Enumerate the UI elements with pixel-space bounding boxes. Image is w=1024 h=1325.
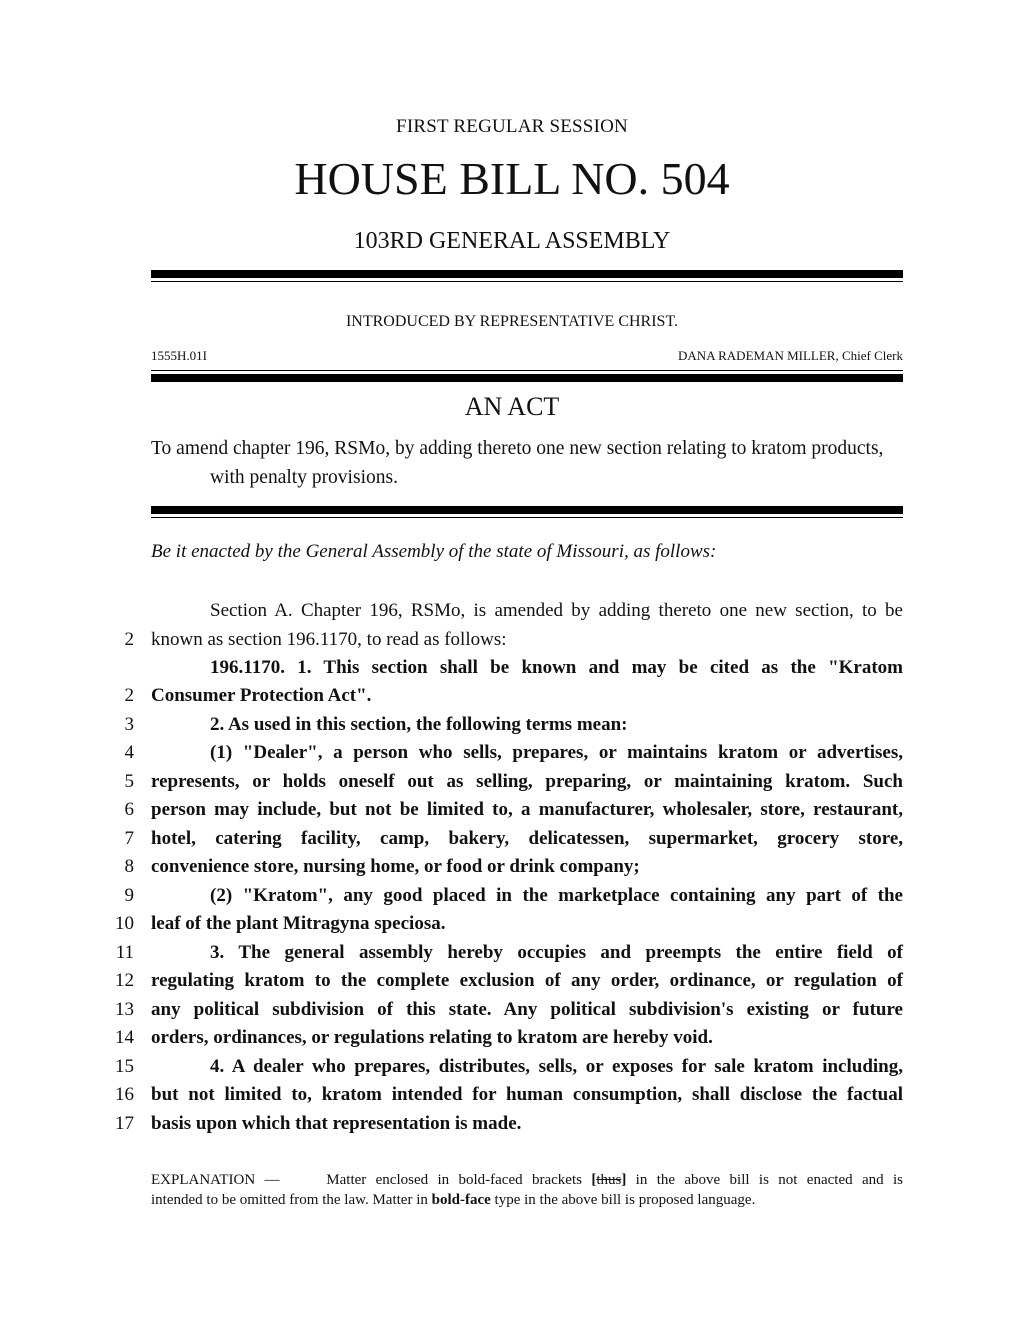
explanation-note: [151, 1170, 903, 1210]
bill-code: 1555H.01I: [151, 348, 207, 363]
header-rule-thick: [151, 270, 903, 278]
chief-clerk: DANA RADEMAN MILLER, Chief Clerk: [678, 348, 903, 363]
line-number: 13: [115, 999, 134, 1020]
explanation-text: in the above bill is not enacted and is: [626, 1172, 903, 1188]
strikethrough-example: thus: [596, 1172, 622, 1188]
clerk-rule-thin: [151, 370, 903, 371]
body-line: basis upon which that representation is made.: [151, 1113, 522, 1134]
body-line: 196.1170. 1. This section shall be known and may be cited as the "Kratom: [210, 657, 903, 678]
body-line: (1) "Dealer", a person who sells, prepares, or maintains kratom or advertises,: [210, 742, 903, 763]
body-line: represents, or holds oneself out as selling, preparing, or maintaining kratom. Such: [151, 771, 903, 792]
line-number: 3: [124, 714, 134, 735]
session-label: FIRST REGULAR SESSION: [396, 116, 628, 137]
body-line: hotel, catering facility, camp, bakery, delicatessen, supermarket, grocery store,: [151, 828, 903, 849]
body-line: Consumer Protection Act".: [151, 685, 372, 706]
body-line: 4. A dealer who prepares, distributes, sells, or exposes for sale kratom including,: [210, 1056, 903, 1077]
line-number: 11: [115, 942, 134, 963]
line-number: 12: [115, 970, 134, 991]
explanation-text: type in the above bill is proposed language.: [490, 1192, 756, 1208]
line-number: 8: [124, 856, 134, 877]
explanation-text: Matter enclosed in bold-faced brackets: [326, 1172, 592, 1188]
act-title: [151, 434, 903, 492]
explanation-text: intended to be omitted from the law. Matter in: [151, 1192, 432, 1208]
line-number: 5: [124, 771, 134, 792]
line-number: 6: [124, 799, 134, 820]
line-number: 2: [124, 629, 134, 650]
title-rule-thick: [151, 506, 903, 514]
explanation-line-1: [151, 1170, 903, 1190]
assembly-label: 103RD GENERAL ASSEMBLY: [353, 228, 671, 254]
line-number: 2: [124, 685, 134, 706]
body-line: but not limited to, kratom intended for human consumption, shall disclose the factual: [151, 1084, 903, 1105]
line-number: 7: [124, 828, 134, 849]
line-number: 15: [115, 1056, 134, 1077]
enacting-clause: Be it enacted by the General Assembly of the state of Missouri, as follows:: [151, 541, 717, 562]
line-number: 16: [115, 1084, 134, 1105]
body-line: regulating kratom to the complete exclusion of any order, ordinance, or regulation of: [151, 970, 903, 991]
line-number: 14: [115, 1027, 134, 1048]
body-line: 3. The general assembly hereby occupies and preempts the entire field of: [210, 942, 903, 963]
body-line: 2. As used in this section, the following terms mean:: [210, 714, 628, 735]
body-line: (2) "Kratom", any good placed in the marketplace containing any part of the: [210, 885, 903, 906]
clerk-rule-thick: [151, 374, 903, 382]
explanation-line-2: [151, 1190, 903, 1210]
line-number: 17: [115, 1113, 134, 1134]
title-rule-thin: [151, 517, 903, 518]
body-line: person may include, but not be limited to, a manufacturer, wholesaler, store, restaurant,: [151, 799, 903, 820]
body-line: any political subdivision of this state. Any political subdivision's existing or future: [151, 999, 903, 1020]
body-line: orders, ordinances, or regulations relating to kratom are hereby void.: [151, 1027, 713, 1048]
body-line: known as section 196.1170, to read as follows:: [151, 629, 507, 650]
bracket-close: ]: [621, 1172, 627, 1188]
body-line: convenience store, nursing home, or food or drink company;: [151, 856, 640, 877]
act-title-line-1: To amend chapter 196, RSMo, by adding thereto one new section relating to kratom products,: [151, 438, 884, 459]
introduced-by: INTRODUCED BY REPRESENTATIVE CHRIST.: [345, 313, 679, 330]
body-line: leaf of the plant Mitragyna speciosa.: [151, 913, 446, 934]
act-heading: AN ACT: [464, 392, 560, 421]
bracket-open: [: [591, 1172, 597, 1188]
explanation-lead: EXPLANATION —: [151, 1172, 280, 1188]
boldface-example: bold-face: [431, 1192, 491, 1208]
line-number: 4: [124, 742, 134, 763]
line-number: 10: [115, 913, 134, 934]
act-title-line-2: with penalty provisions.: [210, 467, 398, 488]
line-number: 9: [124, 885, 134, 906]
body-line: Section A. Chapter 196, RSMo, is amended by adding thereto one new section, to be: [210, 600, 903, 621]
bill-title: HOUSE BILL NO. 504: [294, 153, 730, 204]
header-rule-thin: [151, 281, 903, 282]
